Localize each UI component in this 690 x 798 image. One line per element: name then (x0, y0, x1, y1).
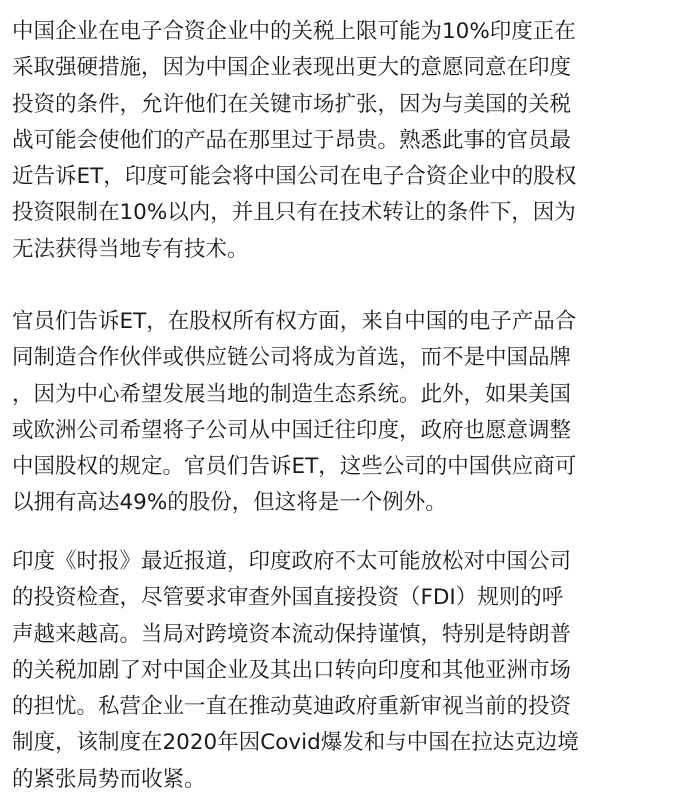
text-line: 的紧张局势而收紧。 (12, 766, 206, 792)
text-line: 中国股权的规定。官员们告诉ET，这些公司的中国供应商可 (12, 454, 577, 480)
paragraph-1 (12, 14, 576, 268)
text-line: 或欧洲公司希望将子公司从中国迁往印度，政府也愿意调整 (12, 417, 572, 443)
text-line: 官员们告诉ET，在股权所有权方面，来自中国的电子产品合 (12, 309, 577, 334)
text-line: 制度，该制度在2020年因Covid爆发和与中国在拉达克边境 (12, 730, 579, 756)
text-line: 战可能会使他们的产品在那里过于昂贵。熟悉此事的官员最 (12, 127, 572, 153)
text-line: 以拥有高达49%的股份，但这将是一个例外。 (12, 490, 447, 516)
text-line: 投资的条件，允许他们在关键市场扩张，因为与美国的关税 (12, 91, 572, 117)
text-line: 无法获得当地专有技术。 (12, 236, 249, 262)
text-line: 的担忧。私营企业一直在推动莫迪政府重新审视当前的投资 (12, 694, 572, 720)
text-line: 声越来越高。当局对跨境资本流动保持谨慎，特别是特朗普 (12, 621, 572, 647)
text-line: 的关税加剧了对中国企业及其出口转向印度和其他亚洲市场 (12, 657, 572, 683)
text-line: ，因为中心希望发展当地的制造生态系统。此外，如果美国 (12, 381, 572, 407)
text-line: 印度《时报》最近报道，印度政府不太可能放松对中国公司 (12, 549, 572, 574)
text-line: 近告诉ET，印度可能会将中国公司在电子合资企业中的股权 (12, 164, 577, 190)
text-line: 的投资检查，尽管要求审查外国直接投资（FDI）规则的呼 (12, 585, 564, 611)
text-line: 采取强硬措施，因为中国企业表现出更大的意愿同意在印度 (12, 55, 572, 81)
paragraph-2 (12, 304, 576, 522)
paragraph-3 (12, 544, 579, 798)
text-line: 同制造合作伙伴或供应链公司将成为首选，而不是中国品牌 (12, 345, 572, 371)
text-line: 中国企业在电子合资企业中的关税上限可能为10%印度正在 (12, 19, 576, 44)
text-line: 投资限制在10%以内，并且只有在技术转让的条件下，因为 (12, 200, 576, 226)
